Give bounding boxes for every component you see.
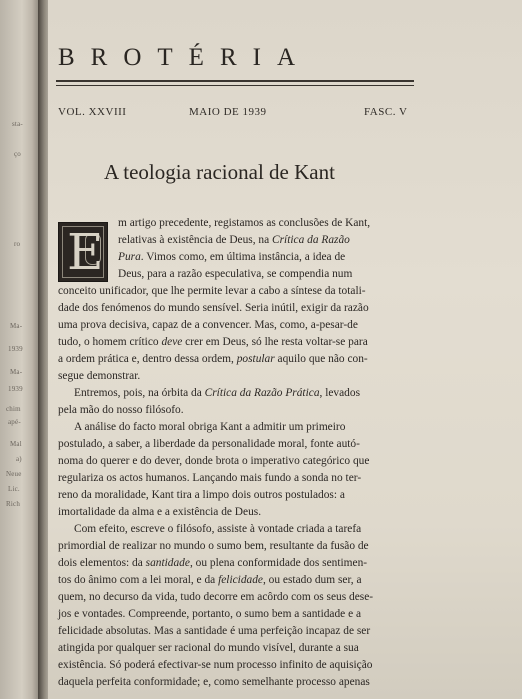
body-line: felicidade absolutas. Mas a santidade é uma perfeição incapaz de ser	[58, 625, 371, 637]
body-line: conceito unificador, que lhe permite levar a cabo a síntese da totali-	[58, 285, 366, 297]
decorated-initial	[58, 222, 108, 282]
journal-title: BROTÉRIA	[58, 44, 311, 71]
left-page-text-fragment: a)	[16, 455, 22, 463]
body-line: uma prova decisiva, capaz de a convencer. Mas, como, a-pesar-de	[58, 319, 358, 331]
body-line: A análise do facto moral obriga Kant a admitir um primeiro	[74, 421, 346, 433]
body-line: dois elementos: da santidade, ou plena conformidade dos sentimen-	[58, 557, 368, 569]
body-line: imortalidade da alma e a existência de Deus.	[58, 506, 262, 518]
left-page-edge	[0, 0, 40, 699]
body-line: atingida por qualquer ser racional do mundo visível, durante a sua	[58, 642, 359, 654]
body-line: a ordem prática e, dentro dessa ordem, postular aquilo que não con-	[58, 353, 368, 365]
left-page-text-fragment: Lic.	[8, 485, 20, 493]
body-line: Deus, para a razão especulativa, se compendia num	[118, 268, 353, 280]
left-page-text-fragment: Neue	[6, 470, 22, 478]
left-page-text-fragment: apé-	[8, 418, 21, 426]
body-line: existência. Só poderá efectivar-se num processo infinito de aquisição	[58, 659, 373, 671]
volume-label: VOL. XXVIII	[58, 106, 127, 118]
left-page-text-fragment: 1939	[8, 345, 23, 353]
initial-letter: E	[67, 223, 104, 281]
book-page	[48, 0, 522, 699]
body-line: tos do ânimo com a lei moral, e da felicidade, ou estado dum ser, a	[58, 574, 362, 586]
body-line: quem, no decurso da vida, tudo decorre em acôrdo com os seus dese-	[58, 591, 374, 603]
left-page-text-fragment: Mal	[10, 440, 22, 448]
left-page-text-fragment: 1939	[8, 385, 23, 393]
body-line: pela mão do nosso filósofo.	[58, 404, 184, 416]
body-line: postulado, a saber, a liberdade da personalidade moral, fonte autó-	[58, 438, 360, 450]
left-page-text-fragment: Ma-	[10, 368, 23, 376]
body-line: daquela perfeita conformidade; e, como semelhante processo apenas	[58, 676, 370, 688]
article-title: A teologia racional de Kant	[104, 160, 335, 184]
body-line: primordial de realizar no mundo o sumo bem, resultante da fusão de	[58, 540, 369, 552]
body-line: noma do querer e do dever, donde brota o imperativo categórico que	[58, 455, 370, 467]
issue-number: FASC. V	[364, 106, 408, 118]
body-line: Com efeito, escreve o filósofo, assiste à vontade criada a tarefa	[74, 523, 362, 535]
body-line: regulariza os actos humanos. Lançando mais fundo a sonda no ter-	[58, 472, 362, 484]
header-rule-thick	[56, 80, 414, 82]
issue-date: MAIO DE 1939	[189, 106, 267, 118]
body-line: Pura. Vimos como, em última instância, a idea de	[118, 251, 346, 263]
body-line: jos e vontades. Compreende, portanto, o sumo bem a santidade e a	[58, 608, 362, 620]
body-line: relativas à existência de Deus, na Crítica da Razão	[118, 234, 350, 246]
body-line: segue demonstrar.	[58, 370, 141, 382]
body-line: Entremos, pois, na órbita da Crítica da Razão Prática, levados	[74, 387, 361, 399]
body-line: reno da moralidade, Kant tira a limpo dois outros postulados: a	[58, 489, 345, 501]
left-page-text-fragment: chim	[6, 405, 21, 413]
left-page-text-fragment: ro	[14, 240, 21, 248]
header-rule-thin	[56, 85, 414, 86]
left-page-text-fragment: ço	[14, 150, 22, 158]
left-page-text-fragment: Ma-	[10, 322, 23, 330]
left-page-text-fragment: sta-	[12, 120, 23, 128]
left-page-text-fragment: Rich	[6, 500, 21, 508]
body-line: m artigo precedente, registamos as conclusões de Kant,	[118, 217, 371, 229]
body-line: dade dos fenómenos do mundo sensível. Seria inútil, exigir da razão	[58, 302, 369, 314]
body-line: tudo, o homem crítico deve crer em Deus, só lhe resta voltar-se para	[58, 336, 368, 348]
